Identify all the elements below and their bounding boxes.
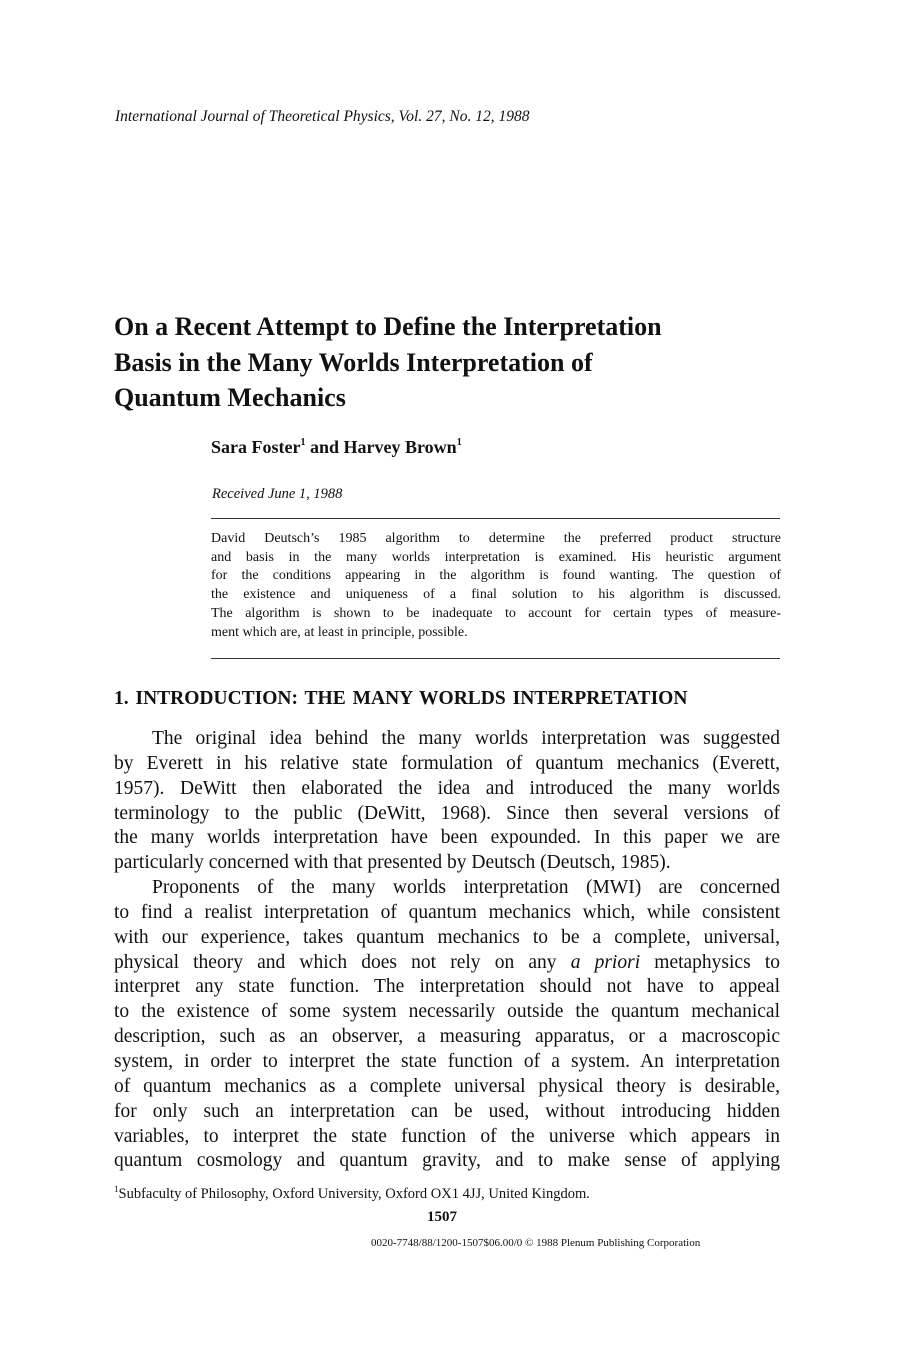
- affiliation-mark: 1: [300, 437, 306, 448]
- body-line: 1957). DeWitt then elaborated the idea and introduced the many worlds: [114, 777, 780, 799]
- abstract: [211, 530, 781, 642]
- abstract-line: for the conditions appearing in the algorithm is found wanting. The question of: [211, 568, 781, 584]
- body-line: particularly concerned with that presented by Deutsch (Deutsch, 1985).: [114, 852, 671, 874]
- author-name: Harvey Brown: [343, 437, 457, 457]
- affiliation-mark: 1: [456, 437, 462, 448]
- received-date: Received June 1, 1988: [212, 486, 343, 502]
- page-number: 1507: [427, 1209, 457, 1225]
- author-conjunction: and: [309, 437, 340, 457]
- abstract-line: and basis in the many worlds interpretation is examined. His heuristic argument: [211, 549, 781, 565]
- body-line: [114, 951, 780, 976]
- body-line: system, in order to interpret the state function of a system. An interpretation: [114, 1050, 780, 1072]
- title-line: On a Recent Attempt to Define the Interpretation: [114, 312, 662, 341]
- body-line: The original idea behind the many worlds interpretation was suggested: [152, 728, 780, 749]
- emphasis-a-priori: a priori: [570, 951, 641, 973]
- title-line: Quantum Mechanics: [114, 383, 346, 412]
- footnote-mark: 1: [114, 1184, 119, 1194]
- body-line-segment: metaphysics to: [654, 951, 781, 973]
- body-line: Proponents of the many worlds interpretation (MWI) are concerned: [152, 877, 780, 899]
- body-line: quantum cosmology and quantum gravity, and to make sense of applying: [114, 1150, 780, 1172]
- authors: [211, 437, 462, 458]
- footnote: [114, 1184, 590, 1203]
- body-line-segment: physical theory and which does not rely on any: [114, 951, 557, 973]
- copyright-line: 0020-7748/88/1200-1507$06.00/0 © 1988 Plenum Publishing Corporation: [371, 1237, 701, 1249]
- body-line: for only such an interpretation can be used, without introducing hidden: [114, 1100, 780, 1122]
- body-line: with our experience, takes quantum mechanics to be a complete, universal,: [114, 926, 780, 948]
- body-line: to the existence of some system necessarily outside the quantum mechanical: [114, 1001, 780, 1023]
- body-line: the many worlds interpretation have been expounded. In this paper we are: [114, 827, 780, 849]
- body-line: description, such as an observer, a measuring apparatus, or a macroscopic: [114, 1026, 780, 1048]
- body-line: variables, to interpret the state function of the universe which appears in: [114, 1125, 780, 1147]
- abstract-line: ment which are, at least in principle, possible.: [211, 624, 468, 640]
- section-heading: 1. INTRODUCTION: THE MANY WORLDS INTERPRETATION: [114, 688, 688, 709]
- body-line: to find a realist interpretation of quantum mechanics which, while consistent: [114, 901, 780, 923]
- abstract-line: the existence and uniqueness of a final solution to his algorithm is discussed.: [211, 587, 781, 603]
- author-name: Sara Foster: [211, 437, 301, 457]
- paper-title: [114, 309, 794, 416]
- abstract-top-rule: [211, 518, 780, 519]
- journal-header: International Journal of Theoretical Physics, Vol. 27, No. 12, 1988: [115, 108, 530, 125]
- body-line: of quantum mechanics as a complete universal physical theory is desirable,: [114, 1075, 780, 1097]
- body-line: interpret any state function. The interpretation should not have to appeal: [114, 976, 780, 998]
- body-line: terminology to the public (DeWitt, 1968). Since then several versions of: [114, 802, 780, 824]
- abstract-line: The algorithm is shown to be inadequate to account for certain types of measure-: [211, 605, 781, 621]
- title-line: Basis in the Many Worlds Interpretation of: [114, 347, 593, 377]
- abstract-bottom-rule: [211, 658, 780, 659]
- body-line: by Everett in his relative state formulation of quantum mechanics (Everett,: [114, 752, 780, 774]
- footnote-text: Subfaculty of Philosophy, Oxford University, Oxford OX1 4JJ, United Kingdom.: [118, 1186, 590, 1202]
- abstract-line: David Deutsch’s 1985 algorithm to determine the preferred product structure: [211, 531, 781, 546]
- body-text: [114, 727, 780, 1174]
